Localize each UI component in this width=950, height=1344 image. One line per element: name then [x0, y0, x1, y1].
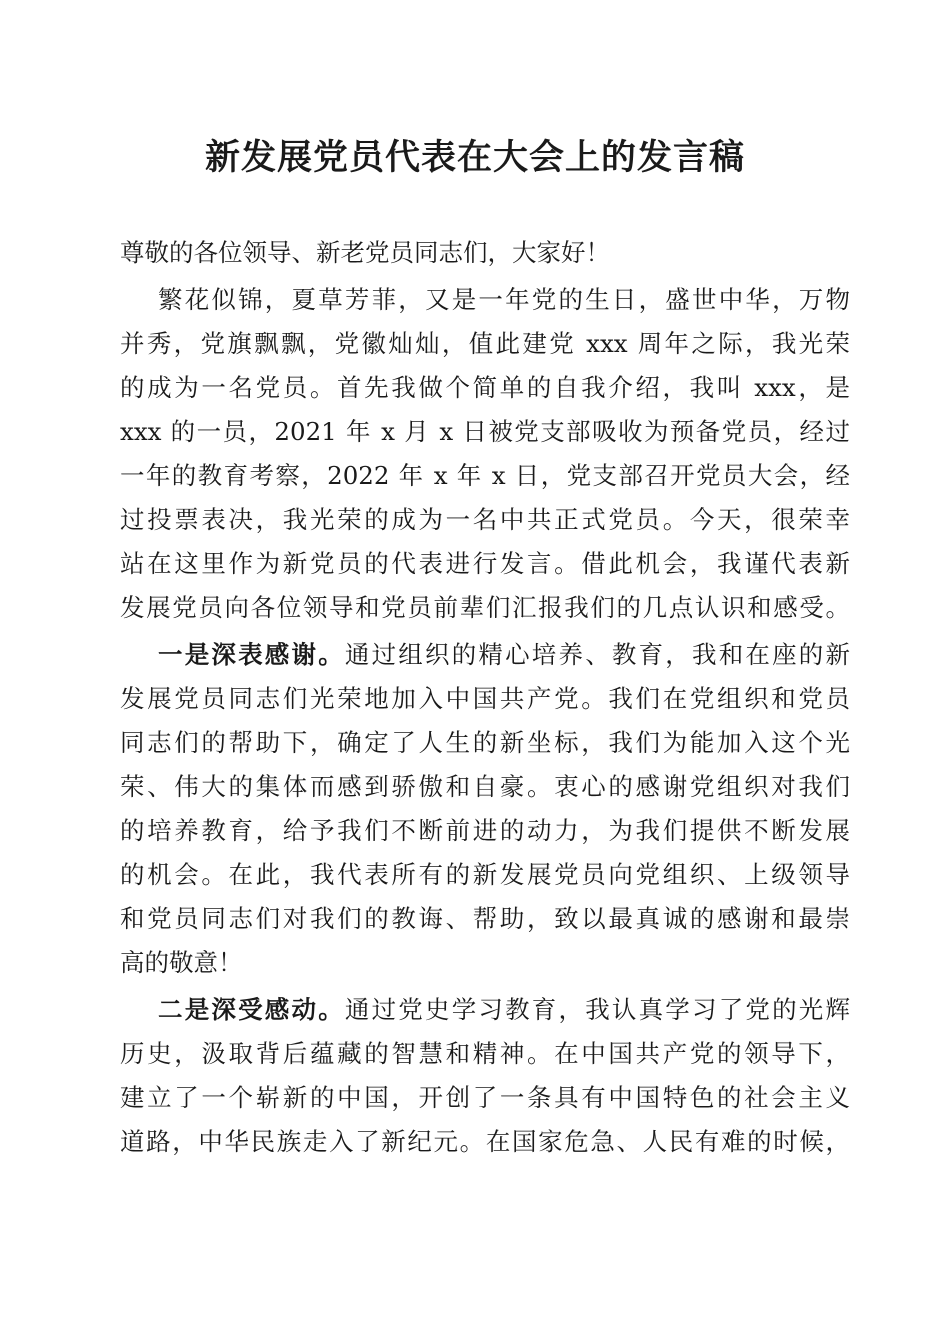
- greeting-line: 尊敬的各位领导、新老党员同志们，大家好！: [120, 238, 610, 267]
- paragraph-1-line: 一年的教育考察，2022 年 x 年 x 日，党支部召开党员大会，经: [120, 461, 850, 490]
- paragraph-2-line: 高的敬意！: [120, 948, 243, 977]
- paragraph-1-line: xxx 的一员，2021 年 x 月 x 日被党支部吸收为预备党员，经过: [120, 417, 850, 446]
- paragraph-2-line: 荣、伟大的集体而感到骄傲和自豪。衷心的感谢党组织对我们: [120, 772, 850, 801]
- paragraph-2-line: 发展党员同志们光荣地加入中国共产党。我们在党组织和党员: [120, 684, 850, 713]
- document-title: 新发展党员代表在大会上的发言稿: [204, 137, 745, 178]
- paragraph-1-line: 的成为一名党员。首先我做个简单的自我介绍，我叫 xxx，是: [120, 373, 850, 402]
- paragraph-2-line: 的培养教育，给予我们不断前进的动力，为我们提供不断发展: [120, 816, 850, 845]
- paragraph-2-line: 同志们的帮助下，确定了人生的新坐标，我们为能加入这个光: [120, 728, 850, 757]
- paragraph-1-line: 繁花似锦，夏草芳菲，又是一年党的生日，盛世中华，万物: [158, 285, 850, 314]
- paragraph-1-line: 发展党员向各位领导和党员前辈们汇报我们的几点认识和感受。: [120, 593, 850, 622]
- paragraph-2-text: 通过组织的精心培养、教育，我和在座的新: [344, 640, 851, 669]
- paragraph-3-first-line: [158, 993, 850, 1027]
- paragraph-1-line: 站在这里作为新党员的代表进行发言。借此机会，我谨代表新: [120, 549, 850, 578]
- paragraph-2-first-line: [158, 638, 850, 672]
- paragraph-3-line: 建立了一个崭新的中国，开创了一条具有中国特色的社会主义: [120, 1083, 850, 1112]
- section-heading-moved: 二是深受感动。: [158, 995, 345, 1024]
- paragraph-2-line: 的机会。在此，我代表所有的新发展党员向党组织、上级领导: [120, 860, 850, 889]
- paragraph-3-line: 道路，中华民族走入了新纪元。在国家危急、人民有难的时候，: [120, 1127, 850, 1156]
- paragraph-1-line: 过投票表决，我光荣的成为一名中共正式党员。今天，很荣幸: [120, 505, 850, 534]
- paragraph-1-line: 并秀，党旗飘飘，党徽灿灿，值此建党 xxx 周年之际，我光荣: [120, 329, 850, 358]
- section-heading-thanks: 一是深表感谢。: [158, 640, 345, 669]
- paragraph-2-line: 和党员同志们对我们的教诲、帮助，致以最真诚的感谢和最崇: [120, 904, 850, 933]
- paragraph-3-line: 历史，汲取背后蕴藏的智慧和精神。在中国共产党的领导下，: [120, 1039, 850, 1068]
- paragraph-3-text: 通过党史学习教育，我认真学习了党的光辉: [344, 995, 851, 1024]
